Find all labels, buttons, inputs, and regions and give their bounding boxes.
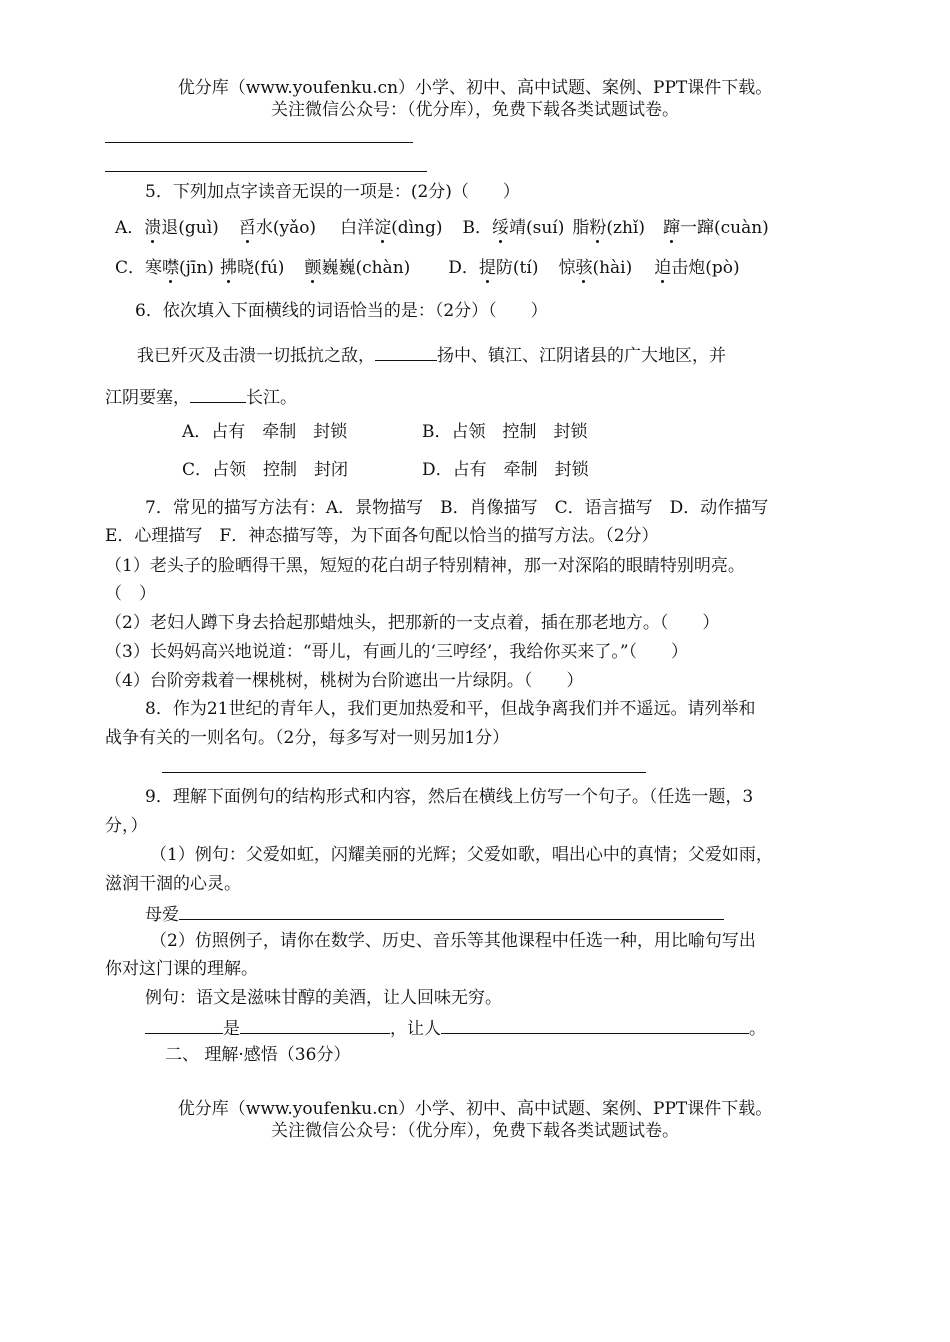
q7-sentence-1-blank: （ ）: [105, 584, 156, 604]
q7-sentence-1: （1）老头子的脸晒得干黑，短短的花白胡子特别精神，那一对深陷的眼睛特别明亮。: [105, 556, 745, 576]
q5-stem: 5．下列加点字读音无误的一项是：(2分)（ ）: [145, 182, 520, 202]
q8-stem-line-2: 战争有关的一则名句。（2分，每多写对一则另加1分）: [105, 728, 510, 748]
q6-passage-line-2: 江阴要塞， 长江。: [105, 385, 297, 408]
q5-row-cd: C．寒噤(jīn) 拂晓(fú) 颤巍巍(chàn) D．提防(tí) 惊骇(hài) 迫击炮(pò): [115, 258, 740, 278]
q8-stem-line-1: 8．作为21世纪的青年人，我们更加热爱和平，但战争离我们并不遥远。请列举和: [145, 699, 756, 719]
q9-part2-line-1: （2）仿照例子，请你在数学、历史、音乐等其他课程中任选一种，用比喻句写出: [150, 931, 756, 951]
option-label: A．: [115, 218, 145, 238]
fill-blank[interactable]: [375, 343, 437, 361]
q7-stem-line-1: 7．常见的描写方法有：A．景物描写 B．肖像描写 C．语言描写 D．动作描写: [145, 498, 769, 518]
section-2-heading: 二、 理解·感悟（36分）: [165, 1045, 351, 1065]
q9-fill-line: 是 ，让人 。: [145, 1016, 766, 1039]
fill-blank[interactable]: [190, 385, 246, 403]
q9-mother-love-line: 母爱: [145, 902, 724, 925]
q6-option-b: B．占领 控制 封锁: [422, 422, 588, 442]
q6-option-c: C．占领 控制 封闭: [182, 460, 349, 480]
q6-option-d: D．占有 牵制 封锁: [422, 460, 589, 480]
fill-blank[interactable]: [240, 1016, 390, 1034]
option-label: C．: [115, 258, 146, 278]
dotted-char: 拂: [219, 258, 237, 278]
q7-sentence-4: （4）台阶旁栽着一棵桃树，桃树为台阶遮出一片绿阴。（ ）: [105, 671, 584, 691]
footer-line-1: 优分库（www.youfenku.cn）小学、初中、高中试题、案例、PPT课件下载。: [177, 1099, 773, 1119]
q7-stem-line-2: E．心理描写 F．神态描写等，为下面各句配以恰当的描写方法。（2分）: [105, 526, 659, 546]
dotted-char: 迫: [654, 258, 672, 278]
q9-example: 例句：语文是滋味甘醇的美酒，让人回味无穷。: [145, 988, 502, 1008]
dotted-char: 骇: [575, 258, 593, 278]
q5-row-ab: A．溃退(guì) 舀水(yǎo) 白洋淀(dìng) B．绥靖(suí) 脂粉(zhǐ) 蹿一蹿(cuàn): [115, 218, 769, 238]
q6-passage-line-1: 我已歼灭及击溃一切抵抗之敌， 扬中、镇江、江阴诸县的广大地区，并: [137, 343, 726, 366]
fill-blank[interactable]: [145, 1016, 223, 1034]
dotted-char: 提: [478, 258, 496, 278]
footer-line-2: 关注微信公众号：（优分库），免费下载各类试题试卷。: [271, 1121, 679, 1141]
answer-line: [105, 142, 413, 143]
dotted-char: 淀: [374, 218, 392, 238]
q9-stem-line-2: 分，）: [105, 816, 148, 836]
fill-blank[interactable]: [441, 1016, 749, 1034]
dotted-char: 舀: [238, 218, 256, 238]
dotted-char: 颤: [304, 258, 322, 278]
dotted-char: 噤: [162, 258, 180, 278]
option-label: D．: [448, 258, 479, 278]
dotted-char: 绥: [492, 218, 509, 238]
fill-blank[interactable]: [179, 902, 724, 920]
header-line-1: 优分库（www.youfenku.cn）小学、初中、高中试题、案例、PPT课件下载。: [177, 78, 773, 98]
q9-part1-line-2: 滋润干涸的心灵。: [105, 874, 241, 894]
answer-line: [105, 171, 427, 172]
q9-part1-line-1: （1）例句：父爱如虹，闪耀美丽的光辉；父爱如歌，唱出心中的真情；父爱如雨，: [150, 845, 773, 865]
q7-sentence-2: （2）老妇人蹲下身去拾起那蜡烛头，把那新的一支点着，插在那老地方。（ ）: [105, 613, 720, 633]
q9-part2-line-2: 你对这门课的理解。: [105, 959, 258, 979]
q7-sentence-3: （3）长妈妈高兴地说道：“哥儿，有画儿的‘三哼经’，我给你买来了。”（ ）: [105, 642, 689, 662]
dotted-char: 蹿: [662, 218, 680, 238]
q8-answer-line[interactable]: [162, 772, 646, 773]
dotted-char: 粉: [589, 218, 607, 238]
header-line-2: 关注微信公众号：（优分库），免费下载各类试题试卷。: [271, 100, 679, 120]
q6-option-a: A．占有 牵制 封锁: [182, 422, 348, 442]
option-label: B．: [462, 218, 492, 238]
q9-stem-line-1: 9．理解下面例句的结构形式和内容，然后在横线上仿写一个句子。（任选一题，3: [145, 787, 754, 807]
q6-stem: 6．依次填入下面横线的词语恰当的是：（2分）（ ）: [135, 301, 548, 321]
dotted-char: 溃: [144, 218, 162, 238]
